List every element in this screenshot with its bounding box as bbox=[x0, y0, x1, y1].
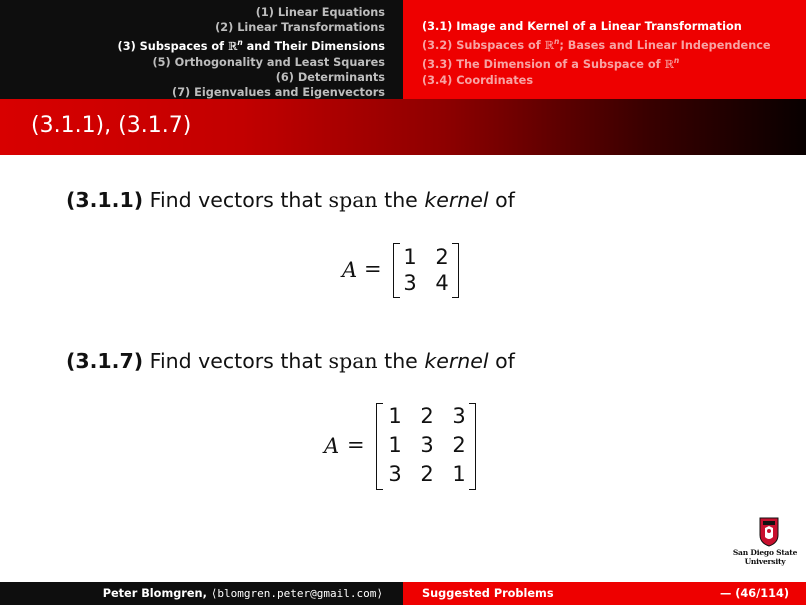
matrix-2x2 bbox=[393, 243, 459, 298]
problem-3-1-1: (3.1.1) Find vectors that span the kernel of bbox=[66, 188, 515, 212]
subsection-link-3-3[interactable]: (3.3) The Dimension of a Subspace of ℝ$^n$ bbox=[422, 56, 680, 72]
subsection-link-3-1[interactable]: (3.1) Image and Kernel of a Linear Transformation bbox=[422, 20, 742, 33]
section-nav bbox=[0, 0, 403, 99]
frame-title: (3.1.1), (3.1.7) bbox=[31, 113, 192, 138]
section-link-3[interactable]: (3) Subspaces of ℝ$^n$ and Their Dimensions bbox=[117, 38, 385, 54]
section-link-5[interactable]: (5) Orthogonality and Least Squares bbox=[152, 55, 385, 69]
footer-author: Peter Blomgren, ⟨blomgren.peter@gmail.com⟩ bbox=[0, 582, 403, 605]
matrix-cell: 2 bbox=[420, 462, 434, 486]
section-link-6[interactable]: (6) Determinants bbox=[275, 70, 385, 84]
section-link-2[interactable]: (2) Linear Transformations bbox=[215, 21, 385, 35]
subsection-nav bbox=[403, 0, 806, 99]
frame-title-bar bbox=[0, 99, 806, 155]
footer-email[interactable]: ⟨blomgren.peter@gmail.com⟩ bbox=[210, 587, 383, 600]
problem-3-1-7: (3.1.7) Find vectors that span the kernel of bbox=[66, 349, 515, 373]
footer-page-number: — (46/114) bbox=[720, 587, 789, 600]
matrix-cell: 2 bbox=[435, 245, 449, 269]
matrix-cell: 3 bbox=[452, 404, 466, 428]
matrix-cell: 3 bbox=[420, 433, 434, 457]
matrix-3x3 bbox=[376, 403, 476, 490]
shield-icon bbox=[759, 517, 779, 547]
footer-section-title[interactable]: Suggested Problems bbox=[422, 587, 554, 600]
matrix-cell: 1 bbox=[388, 404, 402, 428]
subsection-link-3-2[interactable]: (3.2) Subspaces of ℝ$^n$; Bases and Linear Independence bbox=[422, 37, 771, 53]
sdsu-logo: San Diego State University bbox=[725, 517, 805, 567]
matrix-cell: 1 bbox=[403, 245, 417, 269]
footer-section bbox=[403, 582, 806, 605]
matrix-cell: 1 bbox=[388, 433, 402, 457]
section-link-7[interactable]: (7) Eigenvalues and Eigenvectors bbox=[172, 86, 385, 100]
matrix-cell: 3 bbox=[403, 271, 417, 295]
subsection-link-3-4[interactable]: (3.4) Coordinates bbox=[422, 73, 534, 87]
matrix-cell: 4 bbox=[435, 271, 449, 295]
problem-number: (3.1.7) bbox=[66, 349, 144, 373]
matrix-cell: 2 bbox=[452, 433, 466, 457]
matrix-cell: 2 bbox=[420, 404, 434, 428]
problem-number: (3.1.1) bbox=[66, 188, 144, 212]
matrix-cell: 1 bbox=[452, 462, 466, 486]
section-link-1[interactable]: (1) Linear Equations bbox=[255, 6, 385, 19]
matrix-cell: 3 bbox=[388, 462, 402, 486]
